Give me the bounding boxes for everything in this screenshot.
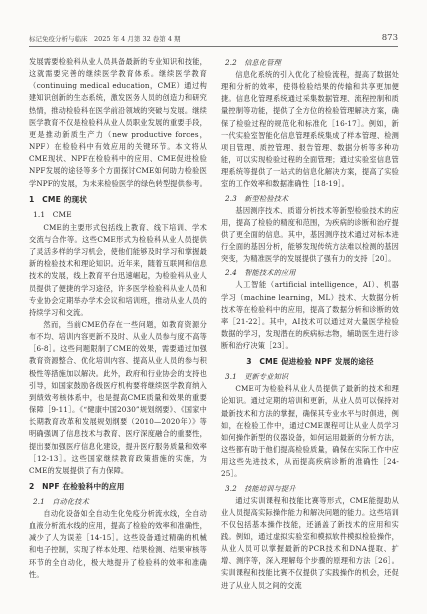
section-1-1-heading: 1.1 CME <box>33 209 72 219</box>
section-2-2-paragraph: 信息化系统的引入优化了检验流程，提高了数据处理和分析的效率，使得检验结果的传输和共享更加便捷。信息化管理系统通过采集数据管理、流程控制和质量控制等功能，提供了全方位的检验管理解决方案，确保了检验过程的规范化和标准化［16-17］。例如，新一代实验室智能化信息管理系统集成了样本管理、检测项目管理、质控管理、报告管理、数据分析等多种功能，可以实现检验过程的全面管理；通过实验室信息管理系统等提供了一站式的信息化解决方案，提高了实验室的工作效率和数据准确性［18-19］。 <box>221 70 399 189</box>
section-2-1-heading: 2.1 自动化技术 <box>33 497 89 506</box>
section-2-3-paragraph: 基因测序技术、质谱分析技术等新型检验技术的应用，提高了检验的精度和范围，为疾病的诊断和治疗提供了更全面的信息。其中，基因测序技术通过对标本进行全面的基因分析，能够发现传统方法难以检测的基因突变，为精准医学的发展提供了强有力的支持［20］。 <box>221 205 399 264</box>
section-2-4-heading: 2.4 智能技术的应用 <box>225 268 296 278</box>
running-header <box>29 32 398 47</box>
section-1-heading: 1 CME 的现状 <box>29 194 87 204</box>
section-1-1-paragraph-1: CME的主要形式包括线上教育、线下培训、学术交流与合作等。这些CME形式为检验科从业人员提供了灵活多样的学习机会，使他们能够及时学习和掌握最新的检验技术和理论知识。近年来，随着互联网和信息技术的发展，线上教育平台迅速崛起，为检验科从业人员提供了便捷的学习途径，许多医学检验科从业人员和专业协会定期举办学术会议和培训班，推动从业人员的持续学习和交流。 <box>29 222 207 317</box>
section-2-3-heading: 2.3 新型检验技术 <box>225 193 289 203</box>
section-3-heading: 3 CME 促进检验 NPF 发展的途径 <box>246 357 374 367</box>
section-2-4-paragraph: 人工智能（artificial intelligence，AI）、机器学习（machine learning，ML）技术、大数据分析技术等在检验科中的应用，提高了数据分析和诊断的效率［21-22］。其中，AI技术可以通过对大量医学检验数据的学习，发现潜在的疾病标志物，辅助医生进行诊断和治疗决策［23］。 <box>221 280 399 351</box>
page-number: 873 <box>381 33 398 43</box>
section-2-1-paragraph: 自动化设备如全自动生化免疫分析流水线，全自动血液分析流水线的应用，提高了检验的效率和准确性，减少了人为误差［14-15］。这些设备通过精确的机械和电子控制，实现了样本处理、结果检测、结果审核等环节的全自动化，极大地提升了检验科的效率和准确性。 <box>29 509 207 579</box>
section-3-1-paragraph: CME可为检验科从业人员提供了最新的技术和理论知识。通过定期的培训和更新，从业人员可以保持对最新技术和方法的掌握，确保其专业水平与时俱进，例如，在检验工作中，通过CME课程可让从业人员学习如何操作新型的仪器设备，如何运用最新的分析方法，这些都有助于他们提高检验质量，确保在实际工作中应用这些先进技术，从而提高疾病诊断的准确性［24-25］。 <box>221 384 399 479</box>
section-3-2-heading: 3.2 技能培训与提升 <box>225 483 296 493</box>
section-2-2-heading: 2.2 信息化管理 <box>225 58 281 67</box>
section-1-1-paragraph-2: 然而，当前CME仍存在一些问题，如教育资源分布不均、培训内容更新不及时、从业人员参与度不高等［6-8］。这些问题限制了CME的效果，需要通过加强教育资源整合、优化培训内容、提高从业人员的参与积极性等措施加以解决。此外，政府和行业协会的支持也引导，如国家鼓励各级医疗机构要将继续医学教育纳入到绩效考核体系中，也是提高CME质量和效果的重要保障［9-11］。《“健康中国2030”规划纲要》、《国家中长期教育改革和发展规划纲要（2010—2020年）》等明确强调了信息技术与教育、医疗深度融合的重要性，提出要加强医疗信息化建设，提升医疗服务质量和效率［12-13］。这些国家继续教育政策措施的实施，为CME的发展提供了有力保障。 <box>29 319 207 475</box>
section-3-1-heading: 3.1 更新专业知识 <box>225 372 289 382</box>
section-3-2-paragraph: 通过实训课程和技能比赛等形式，CME能提助从业人员提高实际操作能力和解决问题的能力。这些培训不仅包括基本操作技能，还涵盖了新技术的应用和实践。例如，通过虚拟实验室和模拟软件模拟检验操作，从业人员可以掌握最新的PCR技术和DNA提取、扩增、测序等，深入理解每个步骤的原理和方法［26］。实训课程和技能比赛不仅提供了实践操作的机会，还促进了从业人员之间的交流 <box>221 495 399 590</box>
intro-paragraph: 发展需要检验科从业人员具备最新的专业知识和技能，这就需要完善的继续医学教育体系。继续医学教育（continuing medical education，CME）通过构建知识创新的生态系统，激发医务人员的创造力和研究热情，推动检验科在医学前沿领域的突破与发展。继续医学教育不仅是检验科从业人员职业发展的重要手段，更是推动新质生产力（new productive forces，NPF）在检验科中有效应用的关键环节。本文将从CME现状、NPF在检验科中的应用、CME促进检验NPF发展的途径等多个方面探讨CME如何助力检验医学NPF的发展，为未来检验医学的绿色转型提供参考。 <box>29 57 207 188</box>
right-column <box>221 56 399 596</box>
left-column <box>29 56 207 596</box>
journal-title: 标记免疫分析与临床 2025 年 4 月第 32 卷第 4 期 <box>29 35 181 43</box>
section-2-heading: 2 NPF 在检验科中的应用 <box>29 482 125 491</box>
